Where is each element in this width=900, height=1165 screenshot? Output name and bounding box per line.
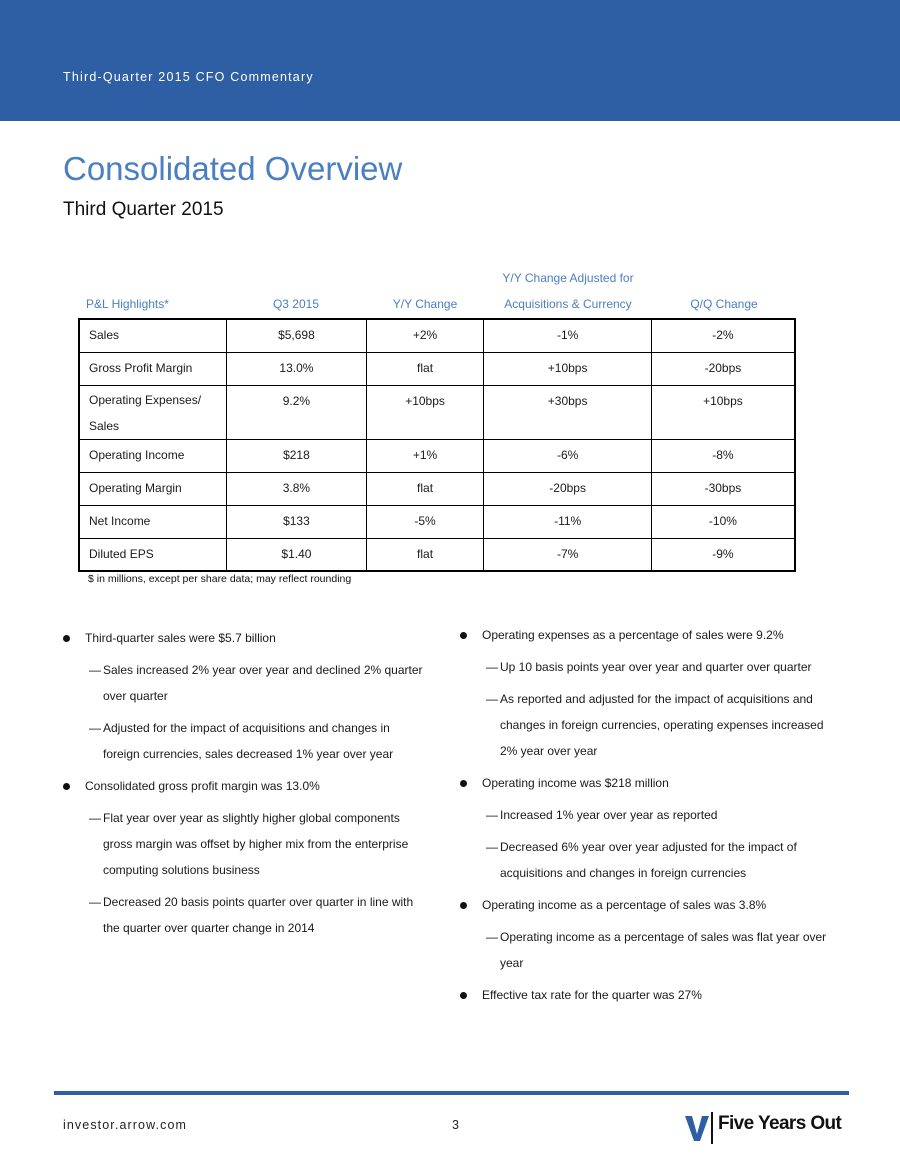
cell-q3: $133 — [227, 505, 367, 538]
sub-list-item — [63, 889, 423, 941]
row-label: Sales — [79, 319, 227, 352]
list-item — [460, 622, 840, 648]
footer-rule — [54, 1091, 849, 1095]
list-item — [460, 982, 840, 1008]
cell-qq: -9% — [651, 538, 795, 571]
sub-list-item — [460, 802, 840, 828]
cell-q3: $1.40 — [227, 538, 367, 571]
row-label: Diluted EPS — [79, 538, 227, 571]
cell-qq: -8% — [651, 439, 795, 472]
cell-qq: -2% — [651, 319, 795, 352]
dash-icon: — — [486, 840, 498, 854]
bullet-dot-icon — [63, 783, 70, 790]
row-label: Gross Profit Margin — [79, 352, 227, 385]
document-label: Third-Quarter 2015 CFO Commentary — [63, 70, 314, 84]
arrow-v-logo-icon — [684, 1110, 714, 1144]
header-adjusted-line1: Y/Y Change Adjusted for — [502, 271, 634, 285]
cell-yy: flat — [366, 472, 484, 505]
cell-yy: flat — [366, 538, 484, 571]
dash-icon: — — [89, 895, 101, 909]
row-label: Operating Margin — [79, 472, 227, 505]
cell-q3: 3.8% — [227, 472, 367, 505]
row-label-line1: Operating Expenses/ — [89, 392, 202, 407]
bullet-dot-icon — [460, 780, 467, 787]
table-row — [79, 505, 795, 538]
cell-adjusted: -20bps — [484, 472, 651, 505]
sub-bullet-text: Decreased 6% year over year adjusted for the impact of acquisitions and changes in foreign currencies — [500, 840, 797, 880]
cell-qq: +10bps — [651, 385, 795, 439]
table-row — [79, 385, 795, 439]
sub-bullet-text: Decreased 20 basis points quarter over quarter in line with the quarter over quarter change in 2014 — [103, 895, 414, 935]
sub-list-item — [460, 834, 840, 886]
dash-icon: — — [486, 930, 498, 944]
header-qq: Q/Q Change — [690, 297, 758, 311]
cell-q3: $5,698 — [227, 319, 367, 352]
cell-yy: flat — [366, 352, 484, 385]
cell-q3: $218 — [227, 439, 367, 472]
sub-list-item — [460, 654, 840, 680]
row-label: Operating Income — [79, 439, 227, 472]
table-row — [79, 538, 795, 571]
table-footnote: $ in millions, except per share data; may reflect rounding — [88, 573, 352, 585]
table-row — [79, 472, 795, 505]
right-commentary-column — [460, 622, 840, 1014]
logo-tagline: Five Years Out — [718, 1113, 842, 1134]
cell-qq: -10% — [651, 505, 795, 538]
footer-url-link[interactable]: investor.arrow.com — [63, 1118, 188, 1132]
list-item — [63, 625, 423, 651]
table-row — [79, 319, 795, 352]
bullet-text: Operating income as a percentage of sales was 3.8% — [482, 898, 767, 912]
pl-highlights-table — [78, 318, 796, 572]
cell-yy: +1% — [366, 439, 484, 472]
cell-qq: -30bps — [651, 472, 795, 505]
list-item — [460, 892, 840, 918]
sub-bullet-text: Adjusted for the impact of acquisitions and changes in foreign currencies, sales decreased 1% year over year — [103, 721, 394, 761]
bullet-dot-icon — [460, 992, 467, 999]
page-title: Consolidated Overview — [63, 150, 403, 187]
bullet-text: Effective tax rate for the quarter was 27% — [482, 988, 702, 1002]
bullet-text: Operating expenses as a percentage of sales were 9.2% — [482, 628, 784, 642]
sub-list-item — [63, 805, 423, 883]
sub-bullet-text: As reported and adjusted for the impact of acquisitions and changes in foreign currencies, operating expenses increased 2% year over year — [500, 692, 824, 758]
dash-icon: — — [486, 692, 498, 706]
row-label-line2: Sales — [89, 418, 120, 433]
cell-adjusted: -7% — [484, 538, 651, 571]
row-label: Net Income — [79, 505, 227, 538]
header-band — [0, 0, 900, 121]
bullet-text: Third-quarter sales were $5.7 billion — [85, 631, 276, 645]
sub-list-item — [63, 657, 423, 709]
cell-qq: -20bps — [651, 352, 795, 385]
bullet-dot-icon — [460, 632, 467, 639]
dash-icon: — — [89, 811, 101, 825]
cell-adjusted: -11% — [484, 505, 651, 538]
header-highlights: P&L Highlights* — [86, 297, 169, 311]
table-row — [79, 439, 795, 472]
sub-bullet-text: Sales increased 2% year over year and declined 2% quarter over quarter — [103, 663, 423, 703]
cell-yy: +10bps — [366, 385, 484, 439]
cell-yy: -5% — [366, 505, 484, 538]
page-subtitle: Third Quarter 2015 — [63, 199, 224, 220]
list-item — [63, 773, 423, 799]
table-header — [78, 268, 796, 318]
cell-adjusted: +30bps — [484, 385, 651, 439]
table-row — [79, 352, 795, 385]
header-yy: Y/Y Change — [392, 297, 458, 311]
bullet-dot-icon — [460, 902, 467, 909]
cell-yy: +2% — [366, 319, 484, 352]
dash-icon: — — [486, 660, 498, 674]
sub-list-item — [460, 924, 840, 976]
list-item — [460, 770, 840, 796]
page-number: 3 — [452, 1118, 459, 1132]
sub-list-item — [63, 715, 423, 767]
row-label — [79, 385, 227, 439]
sub-bullet-text: Up 10 basis points year over year and quarter over quarter — [500, 660, 812, 674]
header-q3: Q3 2015 — [272, 297, 320, 311]
sub-bullet-text: Increased 1% year over year as reported — [500, 808, 718, 822]
bullet-dot-icon — [63, 635, 70, 642]
cell-adjusted: +10bps — [484, 352, 651, 385]
header-adjusted-line2: Acquisitions & Currency — [504, 297, 632, 311]
cell-adjusted: -6% — [484, 439, 651, 472]
cell-q3: 9.2% — [227, 385, 367, 439]
cell-q3: 13.0% — [227, 352, 367, 385]
sub-bullet-text: Operating income as a percentage of sales was flat year over year — [500, 930, 827, 970]
bullet-text: Consolidated gross profit margin was 13.0% — [85, 779, 320, 793]
bullet-text: Operating income was $218 million — [482, 776, 669, 790]
dash-icon: — — [486, 808, 498, 822]
brand-logo — [684, 1110, 852, 1144]
cell-adjusted: -1% — [484, 319, 651, 352]
left-commentary-column — [63, 625, 423, 947]
dash-icon: — — [89, 663, 101, 677]
dash-icon: — — [89, 721, 101, 735]
sub-list-item — [460, 686, 840, 764]
sub-bullet-text: Flat year over year as slightly higher global components gross margin was offset by higher mix from the enterprise computing solutions business — [103, 811, 409, 877]
